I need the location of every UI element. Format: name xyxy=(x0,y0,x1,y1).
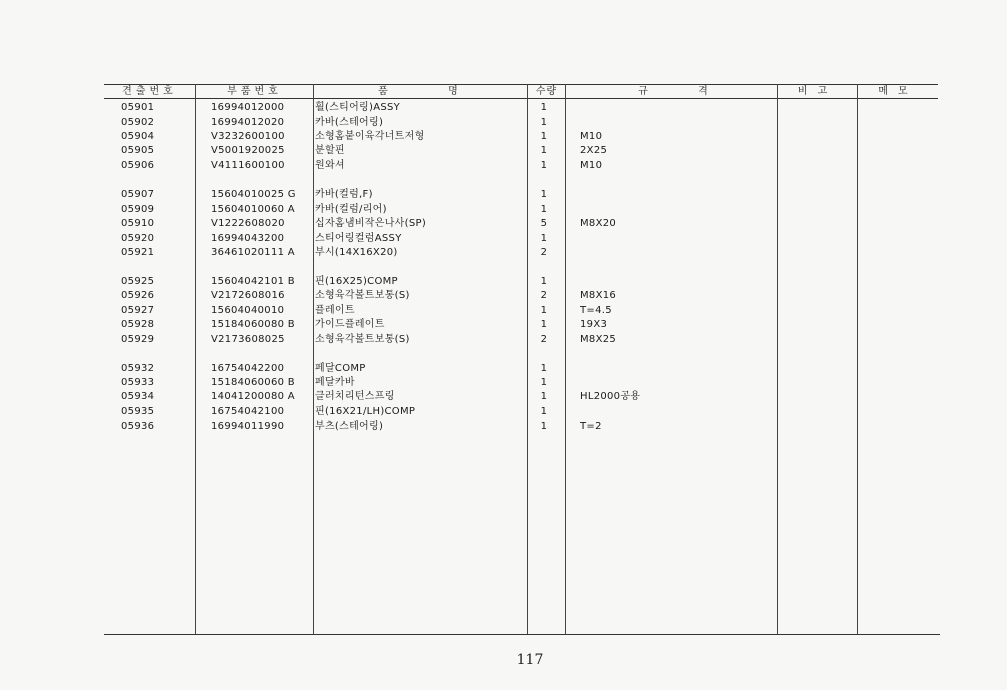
quantity-cell: 1 xyxy=(540,117,548,128)
quantity-cell: 1 xyxy=(540,363,548,374)
table-row xyxy=(0,188,1007,202)
part-name-cell: 분할핀 xyxy=(315,145,345,156)
quantity-cell: 2 xyxy=(540,334,548,345)
table-row xyxy=(0,318,1007,332)
table-row xyxy=(0,116,1007,130)
part-code-cell: 05907 xyxy=(121,189,155,200)
part-number-cell: 36461020111 A xyxy=(211,247,295,258)
part-code-cell: 05905 xyxy=(121,145,155,156)
part-name-cell: 가이드플레이트 xyxy=(315,319,385,330)
spec-cell: 2X25 xyxy=(580,145,608,156)
part-name-cell: 원와셔 xyxy=(315,160,345,171)
header-memo: 메모 xyxy=(878,86,918,97)
part-number-cell: 15604010060 A xyxy=(211,204,295,215)
header-bottom-rule xyxy=(104,98,938,99)
part-code-cell: 05904 xyxy=(121,131,155,142)
part-number-cell: V4111600100 xyxy=(211,160,285,171)
part-code-cell: 05932 xyxy=(121,363,155,374)
part-code-cell: 05927 xyxy=(121,305,155,316)
page-number: 117 xyxy=(516,652,544,668)
quantity-cell: 1 xyxy=(540,421,548,432)
quantity-cell: 5 xyxy=(540,218,548,229)
part-name-cell: 스티어링컬럼ASSY xyxy=(315,233,402,244)
part-name-cell: 카바(컬럼,F) xyxy=(315,189,373,200)
part-code-cell: 05933 xyxy=(121,377,155,388)
header-spec-right: 격 xyxy=(698,86,712,97)
table-row xyxy=(0,420,1007,434)
header-note: 비고 xyxy=(797,86,838,97)
part-number-cell: V3232600100 xyxy=(211,131,285,142)
header-name-left: 품 xyxy=(378,86,392,97)
quantity-cell: 1 xyxy=(540,131,548,142)
header-quantity: 수량 xyxy=(535,86,558,97)
part-number-cell: V1222608020 xyxy=(211,218,285,229)
spec-cell: M10 xyxy=(580,160,603,171)
spec-cell: M8X16 xyxy=(580,290,617,301)
part-code-cell: 05901 xyxy=(121,102,155,113)
part-name-cell: 카바(스테어링) xyxy=(315,117,384,128)
table-row xyxy=(0,144,1007,158)
part-code-cell: 05925 xyxy=(121,276,155,287)
quantity-cell: 1 xyxy=(540,145,548,156)
part-name-cell: 핀(16X21/LH)COMP xyxy=(315,406,416,417)
part-name-cell: 소형육각볼트보통(S) xyxy=(315,290,410,301)
part-number-cell: V2173608025 xyxy=(211,334,285,345)
part-code-cell: 05902 xyxy=(121,117,155,128)
quantity-cell: 1 xyxy=(540,305,548,316)
quantity-cell: 1 xyxy=(540,391,548,402)
part-code-cell: 05929 xyxy=(121,334,155,345)
table-row xyxy=(0,362,1007,376)
part-code-cell: 05936 xyxy=(121,421,155,432)
spec-cell: T=2 xyxy=(580,421,602,432)
table-row xyxy=(0,405,1007,419)
table-row xyxy=(0,390,1007,404)
part-number-cell: 15184060080 B xyxy=(211,319,295,330)
quantity-cell: 2 xyxy=(540,247,548,258)
part-number-cell: 16994012000 xyxy=(211,102,285,113)
quantity-cell: 1 xyxy=(540,406,548,417)
part-number-cell: V2172608016 xyxy=(211,290,285,301)
table-row xyxy=(0,246,1007,260)
part-number-cell: 15604010025 G xyxy=(211,189,296,200)
header-name-right: 명 xyxy=(448,86,462,97)
quantity-cell: 1 xyxy=(540,189,548,200)
table-row xyxy=(0,159,1007,173)
spec-cell: T=4.5 xyxy=(580,305,612,316)
part-number-cell: 16994011990 xyxy=(211,421,285,432)
table-row xyxy=(0,376,1007,390)
spec-cell: M8X20 xyxy=(580,218,617,229)
table-row xyxy=(0,275,1007,289)
quantity-cell: 1 xyxy=(540,276,548,287)
part-code-cell: 05906 xyxy=(121,160,155,171)
spec-cell: M8X25 xyxy=(580,334,617,345)
table-row xyxy=(0,217,1007,231)
spec-cell: M10 xyxy=(580,131,603,142)
part-name-cell: 십자홈냄비작은나사(SP) xyxy=(315,218,427,229)
quantity-cell: 1 xyxy=(540,102,548,113)
part-name-cell: 플레이트 xyxy=(315,305,355,316)
part-code-cell: 05926 xyxy=(121,290,155,301)
table-row xyxy=(0,203,1007,217)
part-name-cell: 소형홈붙이육각너트저형 xyxy=(315,131,425,142)
part-code-cell: 05920 xyxy=(121,233,155,244)
part-name-cell: 카바(컬럼/리어) xyxy=(315,204,387,215)
spec-cell: 19X3 xyxy=(580,319,608,330)
header-code: 견출번호 xyxy=(122,86,177,97)
part-name-cell: 클러치리턴스프링 xyxy=(315,391,395,402)
header-part-number: 부품번호 xyxy=(227,86,282,97)
part-number-cell: 16754042100 xyxy=(211,406,285,417)
part-number-cell: 15604042101 B xyxy=(211,276,295,287)
table-row xyxy=(0,304,1007,318)
quantity-cell: 1 xyxy=(540,377,548,388)
part-name-cell: 휠(스티어링)ASSY xyxy=(315,102,401,113)
quantity-cell: 1 xyxy=(540,204,548,215)
part-number-cell: 16994012020 xyxy=(211,117,285,128)
table-top-rule xyxy=(104,84,938,85)
part-number-cell: 16994043200 xyxy=(211,233,285,244)
quantity-cell: 2 xyxy=(540,290,548,301)
part-code-cell: 05928 xyxy=(121,319,155,330)
quantity-cell: 1 xyxy=(540,160,548,171)
part-number-cell: 15604040010 xyxy=(211,305,285,316)
table-bottom-rule xyxy=(104,634,940,635)
part-code-cell: 05934 xyxy=(121,391,155,402)
part-name-cell: 부츠(스테어링) xyxy=(315,421,384,432)
part-code-cell: 05921 xyxy=(121,247,155,258)
spec-cell: HL2000공용 xyxy=(580,391,641,402)
header-spec-left: 규 xyxy=(638,86,652,97)
part-name-cell: 부시(14X16X20) xyxy=(315,247,398,258)
table-row xyxy=(0,130,1007,144)
table-row xyxy=(0,232,1007,246)
table-row xyxy=(0,101,1007,115)
part-number-cell: 15184060060 B xyxy=(211,377,295,388)
part-code-cell: 05935 xyxy=(121,406,155,417)
part-number-cell: 14041200080 A xyxy=(211,391,295,402)
table-row xyxy=(0,289,1007,303)
table-row xyxy=(0,333,1007,347)
part-number-cell: 16754042200 xyxy=(211,363,285,374)
part-name-cell: 소형육각볼트보통(S) xyxy=(315,334,410,345)
quantity-cell: 1 xyxy=(540,233,548,244)
part-name-cell: 페달카바 xyxy=(315,377,355,388)
part-number-cell: V5001920025 xyxy=(211,145,285,156)
part-code-cell: 05909 xyxy=(121,204,155,215)
quantity-cell: 1 xyxy=(540,319,548,330)
part-code-cell: 05910 xyxy=(121,218,155,229)
part-name-cell: 핀(16X25)COMP xyxy=(315,276,398,287)
part-name-cell: 페달COMP xyxy=(315,363,366,374)
